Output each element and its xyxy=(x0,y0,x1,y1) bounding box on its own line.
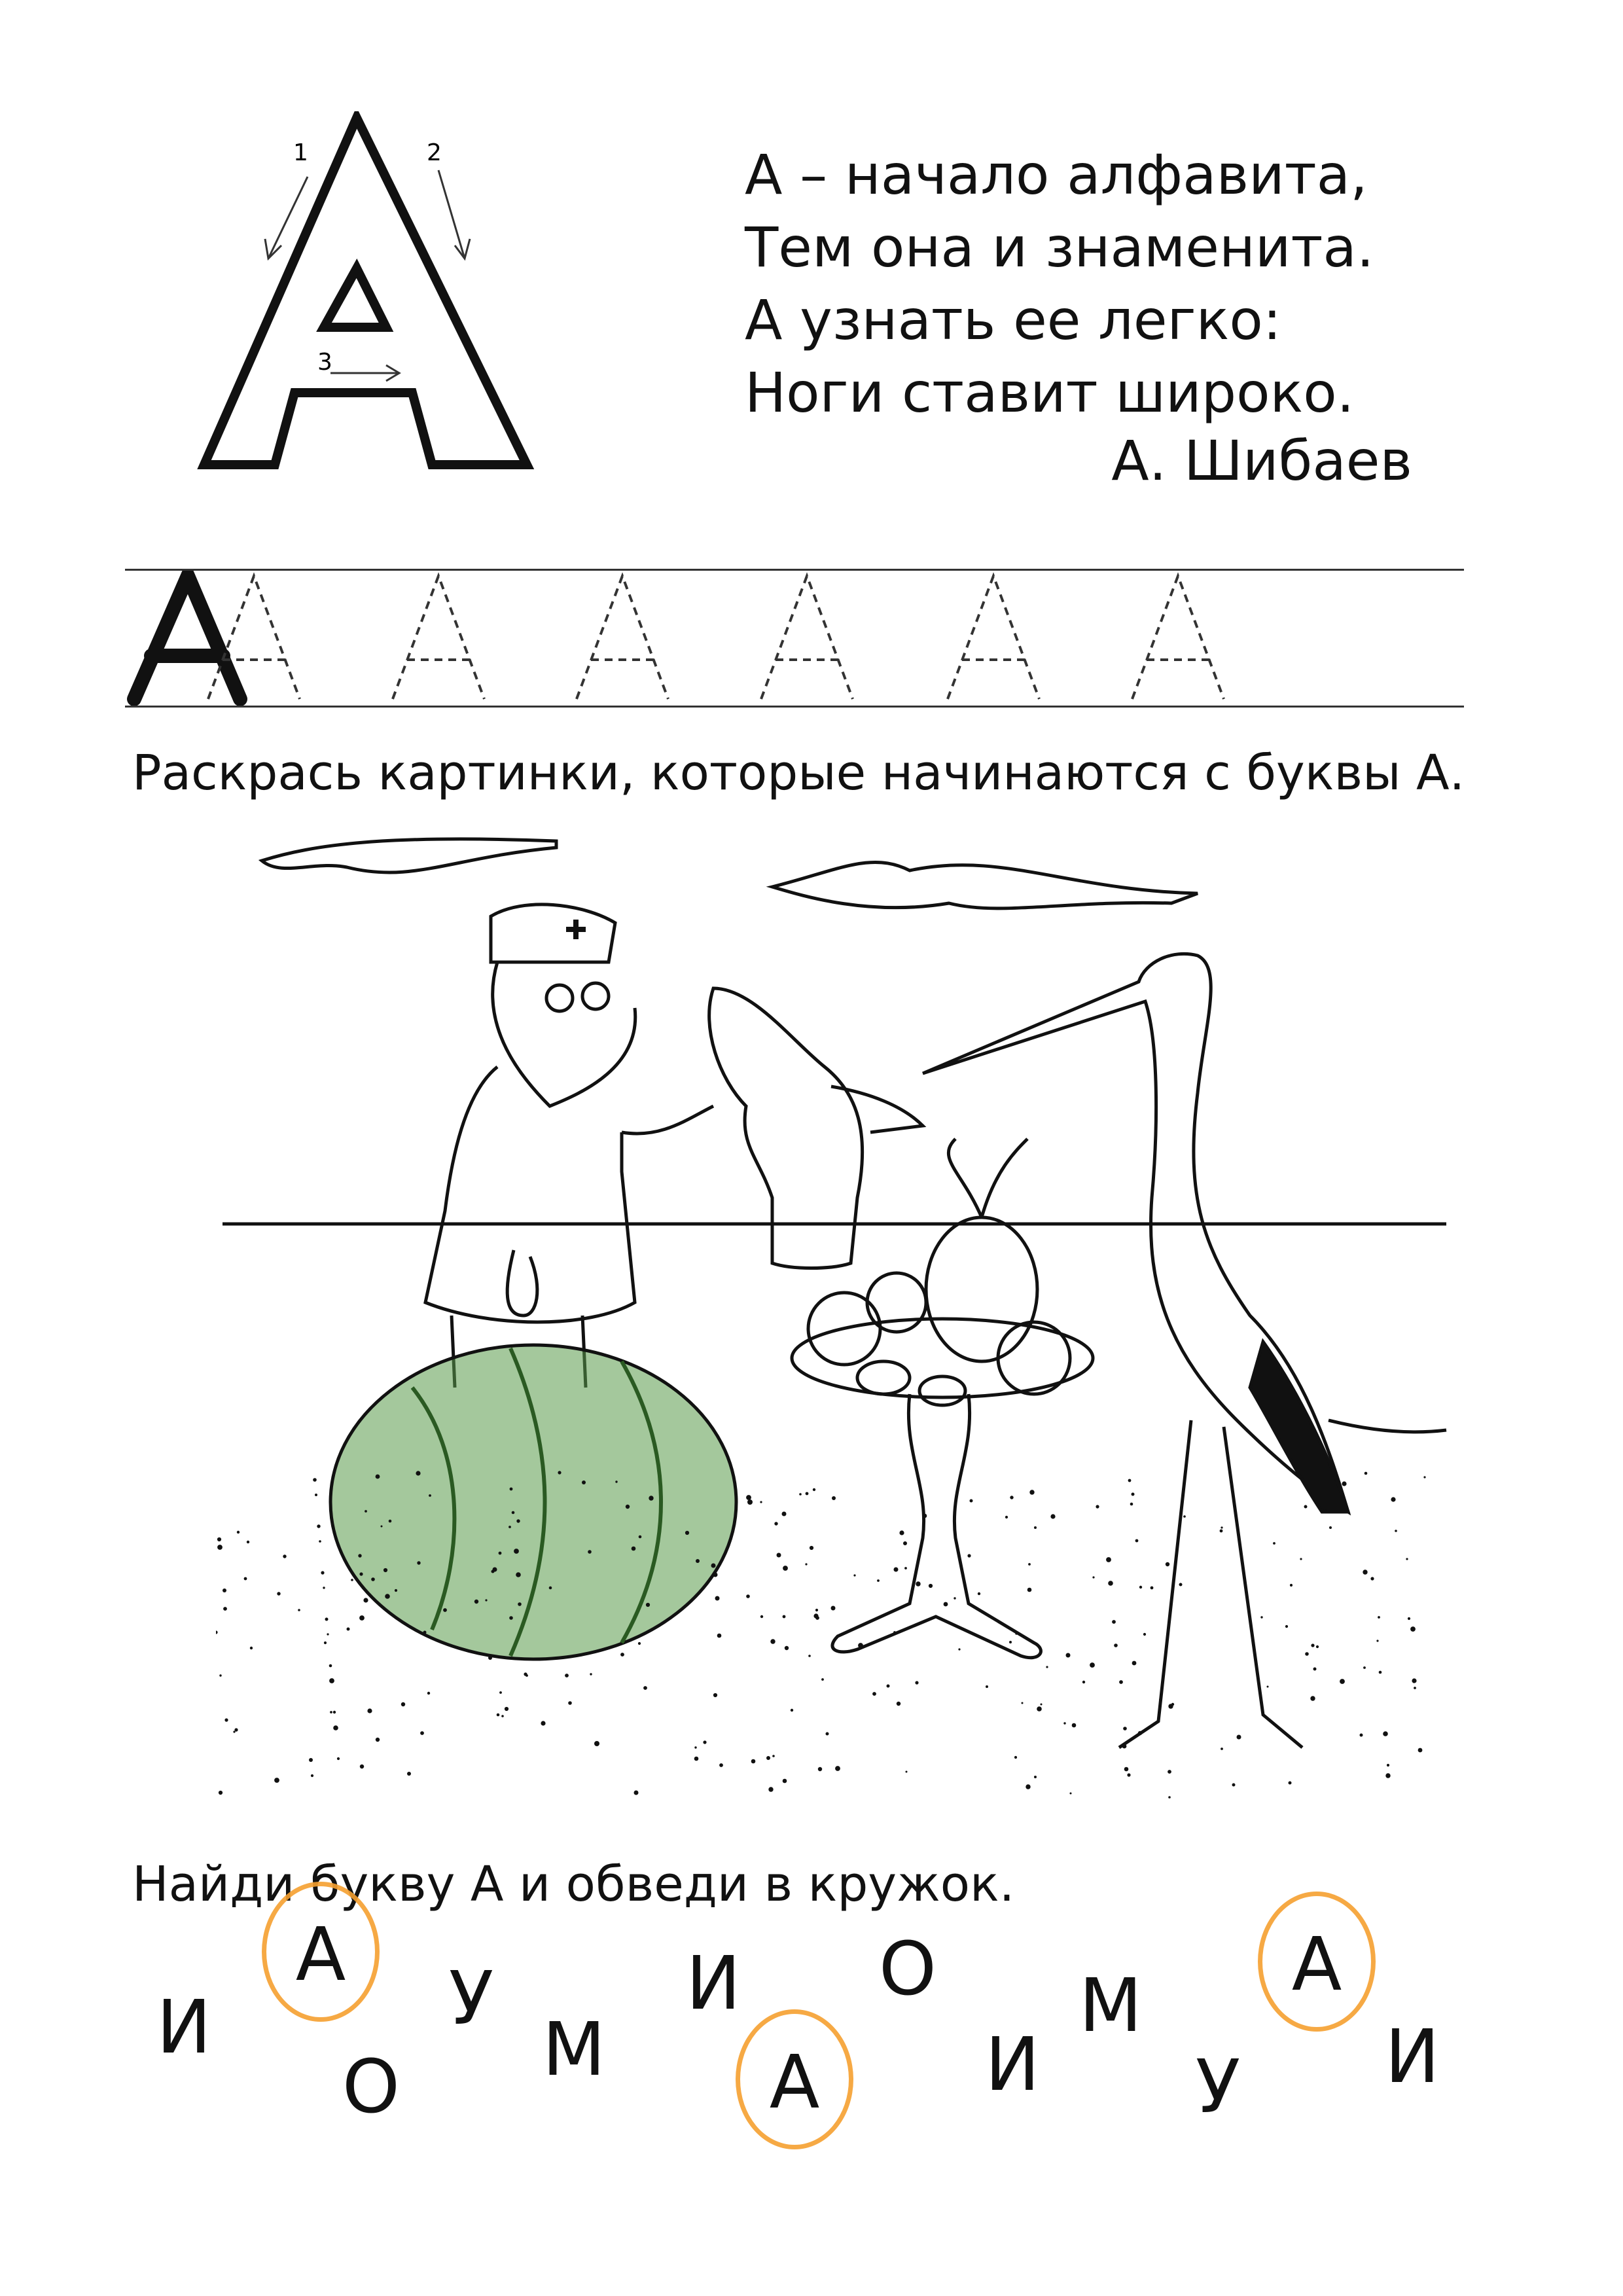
letter-item[interactable]: У xyxy=(448,1956,494,2041)
letter-item[interactable]: О xyxy=(342,2045,401,2130)
letter-item[interactable]: И xyxy=(1385,2015,1440,2100)
stroke-number-2: 2 xyxy=(427,139,442,166)
poem-line: Тем она и знаменита. xyxy=(745,215,1374,279)
find-letter-instruction: Найди букву А и обведи в кружок. xyxy=(132,1856,1015,1912)
letter-item[interactable]: И xyxy=(156,1985,211,2070)
letter-item[interactable]: М xyxy=(1079,1964,1143,2049)
letter-item[interactable]: М xyxy=(542,2007,606,2092)
letter-item[interactable]: И xyxy=(686,1941,741,2026)
letter-a-circled[interactable]: А xyxy=(769,2040,820,2125)
poem-line: А – начало алфавита, xyxy=(745,143,1368,207)
letter-a-circled[interactable]: А xyxy=(295,1912,346,1998)
poem-author: А. Шибаев xyxy=(1111,429,1412,493)
letter-item[interactable]: О xyxy=(878,1927,937,2012)
letter-item[interactable]: У xyxy=(1195,2045,1241,2130)
poem-line: А узнать ее легко: xyxy=(745,288,1282,352)
stroke-number-3: 3 xyxy=(317,349,332,376)
coloring-instruction: Раскрась картинки, которые начинаются с буквы А. xyxy=(132,745,1465,801)
letter-item[interactable]: И xyxy=(985,2022,1040,2108)
stroke-number-1: 1 xyxy=(293,139,308,166)
poem-line: Ноги ставит широко. xyxy=(745,361,1355,425)
letter-a-circled[interactable]: А xyxy=(1291,1922,1342,2007)
